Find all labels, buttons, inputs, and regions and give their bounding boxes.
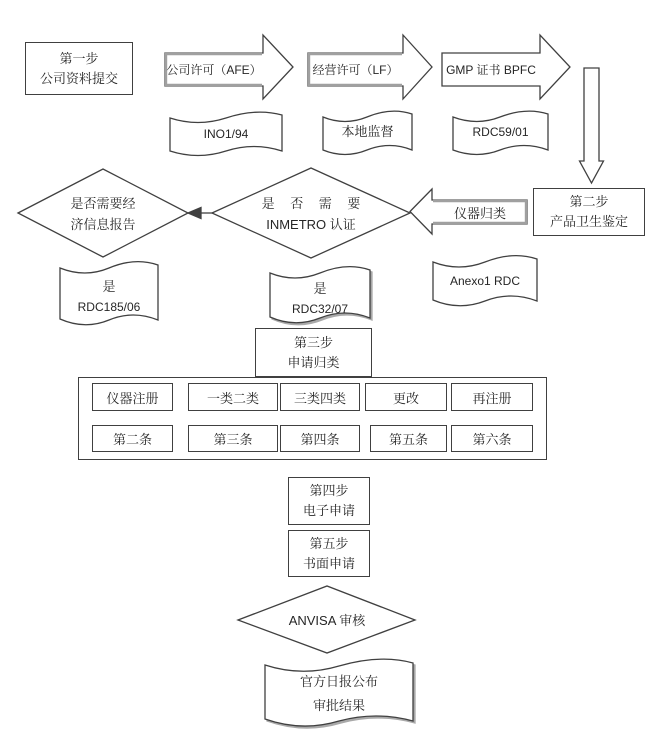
step4-box bbox=[288, 477, 370, 525]
result-line2: 审批结果 bbox=[312, 698, 365, 713]
rdc185-line2: RDC185/06 bbox=[77, 300, 141, 314]
rdc32-line1: 是 bbox=[313, 281, 327, 296]
step4-line2: 电子申请 bbox=[302, 503, 355, 518]
lf-arrow-label: 经营许可（LF） bbox=[312, 63, 399, 77]
inmetro-diamond-label bbox=[241, 187, 381, 240]
anvisa-diamond-label: ANVISA 审核 bbox=[288, 612, 366, 628]
rdc59-document-label: RDC59/01 bbox=[472, 125, 529, 139]
table-cell-instrument-registration bbox=[92, 383, 173, 411]
table-cell-class1-2 bbox=[188, 383, 278, 411]
step1-box bbox=[25, 42, 133, 95]
table-cell-article2 bbox=[92, 425, 173, 452]
step2-box bbox=[533, 188, 645, 236]
result-line1: 官方日报公布 bbox=[299, 674, 378, 689]
table-cell-article5 bbox=[370, 425, 447, 452]
table-cell-label: 第二条 bbox=[112, 432, 152, 447]
table-cell-label: 第三条 bbox=[213, 432, 253, 447]
result-document-label bbox=[265, 668, 413, 720]
table-cell-label: 更改 bbox=[392, 390, 419, 406]
table-cell-label: 第四条 bbox=[300, 432, 340, 447]
diamond-connector-arrowhead bbox=[188, 208, 201, 219]
step1-line1: 第一步 bbox=[59, 50, 99, 66]
step3-box bbox=[255, 328, 372, 377]
table-cell-article4 bbox=[280, 425, 360, 452]
gmp-arrow-label: GMP 证书 BPFC bbox=[446, 63, 536, 77]
table-cell-label: 三类四类 bbox=[293, 390, 346, 406]
table-cell-label: 第六条 bbox=[472, 432, 512, 447]
econ-report-line1: 是否需要经 bbox=[70, 195, 136, 211]
down-block-arrow bbox=[580, 68, 604, 183]
step5-box bbox=[288, 530, 370, 577]
step2-line2: 产品卫生鉴定 bbox=[549, 214, 628, 229]
classify-arrow-label: 仪器归类 bbox=[453, 205, 506, 221]
step1-line2: 公司资料提交 bbox=[39, 70, 118, 86]
step5-line2: 书面申请 bbox=[302, 555, 355, 571]
rdc32-line2: RDC32/07 bbox=[291, 302, 349, 316]
table-cell-article6 bbox=[451, 425, 533, 452]
rdc185-line1: 是 bbox=[102, 279, 116, 294]
step4-line1: 第四步 bbox=[309, 483, 349, 498]
anexo-document-label: Anexo1 RDC bbox=[449, 274, 521, 288]
table-cell-label: 仪器注册 bbox=[106, 390, 159, 406]
inmetro-line2: INMETRO 认证 bbox=[266, 216, 356, 232]
rdc32-document-label bbox=[270, 277, 370, 321]
table-cell-re-registration bbox=[451, 383, 533, 411]
step3-line2: 申请归类 bbox=[287, 354, 340, 370]
step2-line1: 第二步 bbox=[569, 194, 609, 209]
inmetro-line1: 是 否 需 要 bbox=[261, 195, 367, 211]
step3-line1: 第三步 bbox=[293, 334, 333, 350]
afe-arrow-label: 公司许可（AFE） bbox=[166, 63, 262, 77]
rdc185-document-label bbox=[60, 274, 158, 320]
econ-report-line2: 济信息报告 bbox=[70, 216, 136, 232]
table-cell-change bbox=[365, 383, 447, 411]
table-cell-label: 一类二类 bbox=[206, 390, 259, 406]
econ-report-diamond-label bbox=[33, 187, 173, 240]
step5-line1: 第五步 bbox=[309, 535, 349, 551]
table-cell-article3 bbox=[188, 425, 278, 452]
table-cell-class3-4 bbox=[280, 383, 360, 411]
local-supervision-document-label: 本地监督 bbox=[341, 123, 394, 139]
ino-document-label: INO1/94 bbox=[203, 127, 249, 141]
table-cell-label: 再注册 bbox=[472, 390, 512, 406]
table-cell-label: 第五条 bbox=[388, 432, 428, 447]
